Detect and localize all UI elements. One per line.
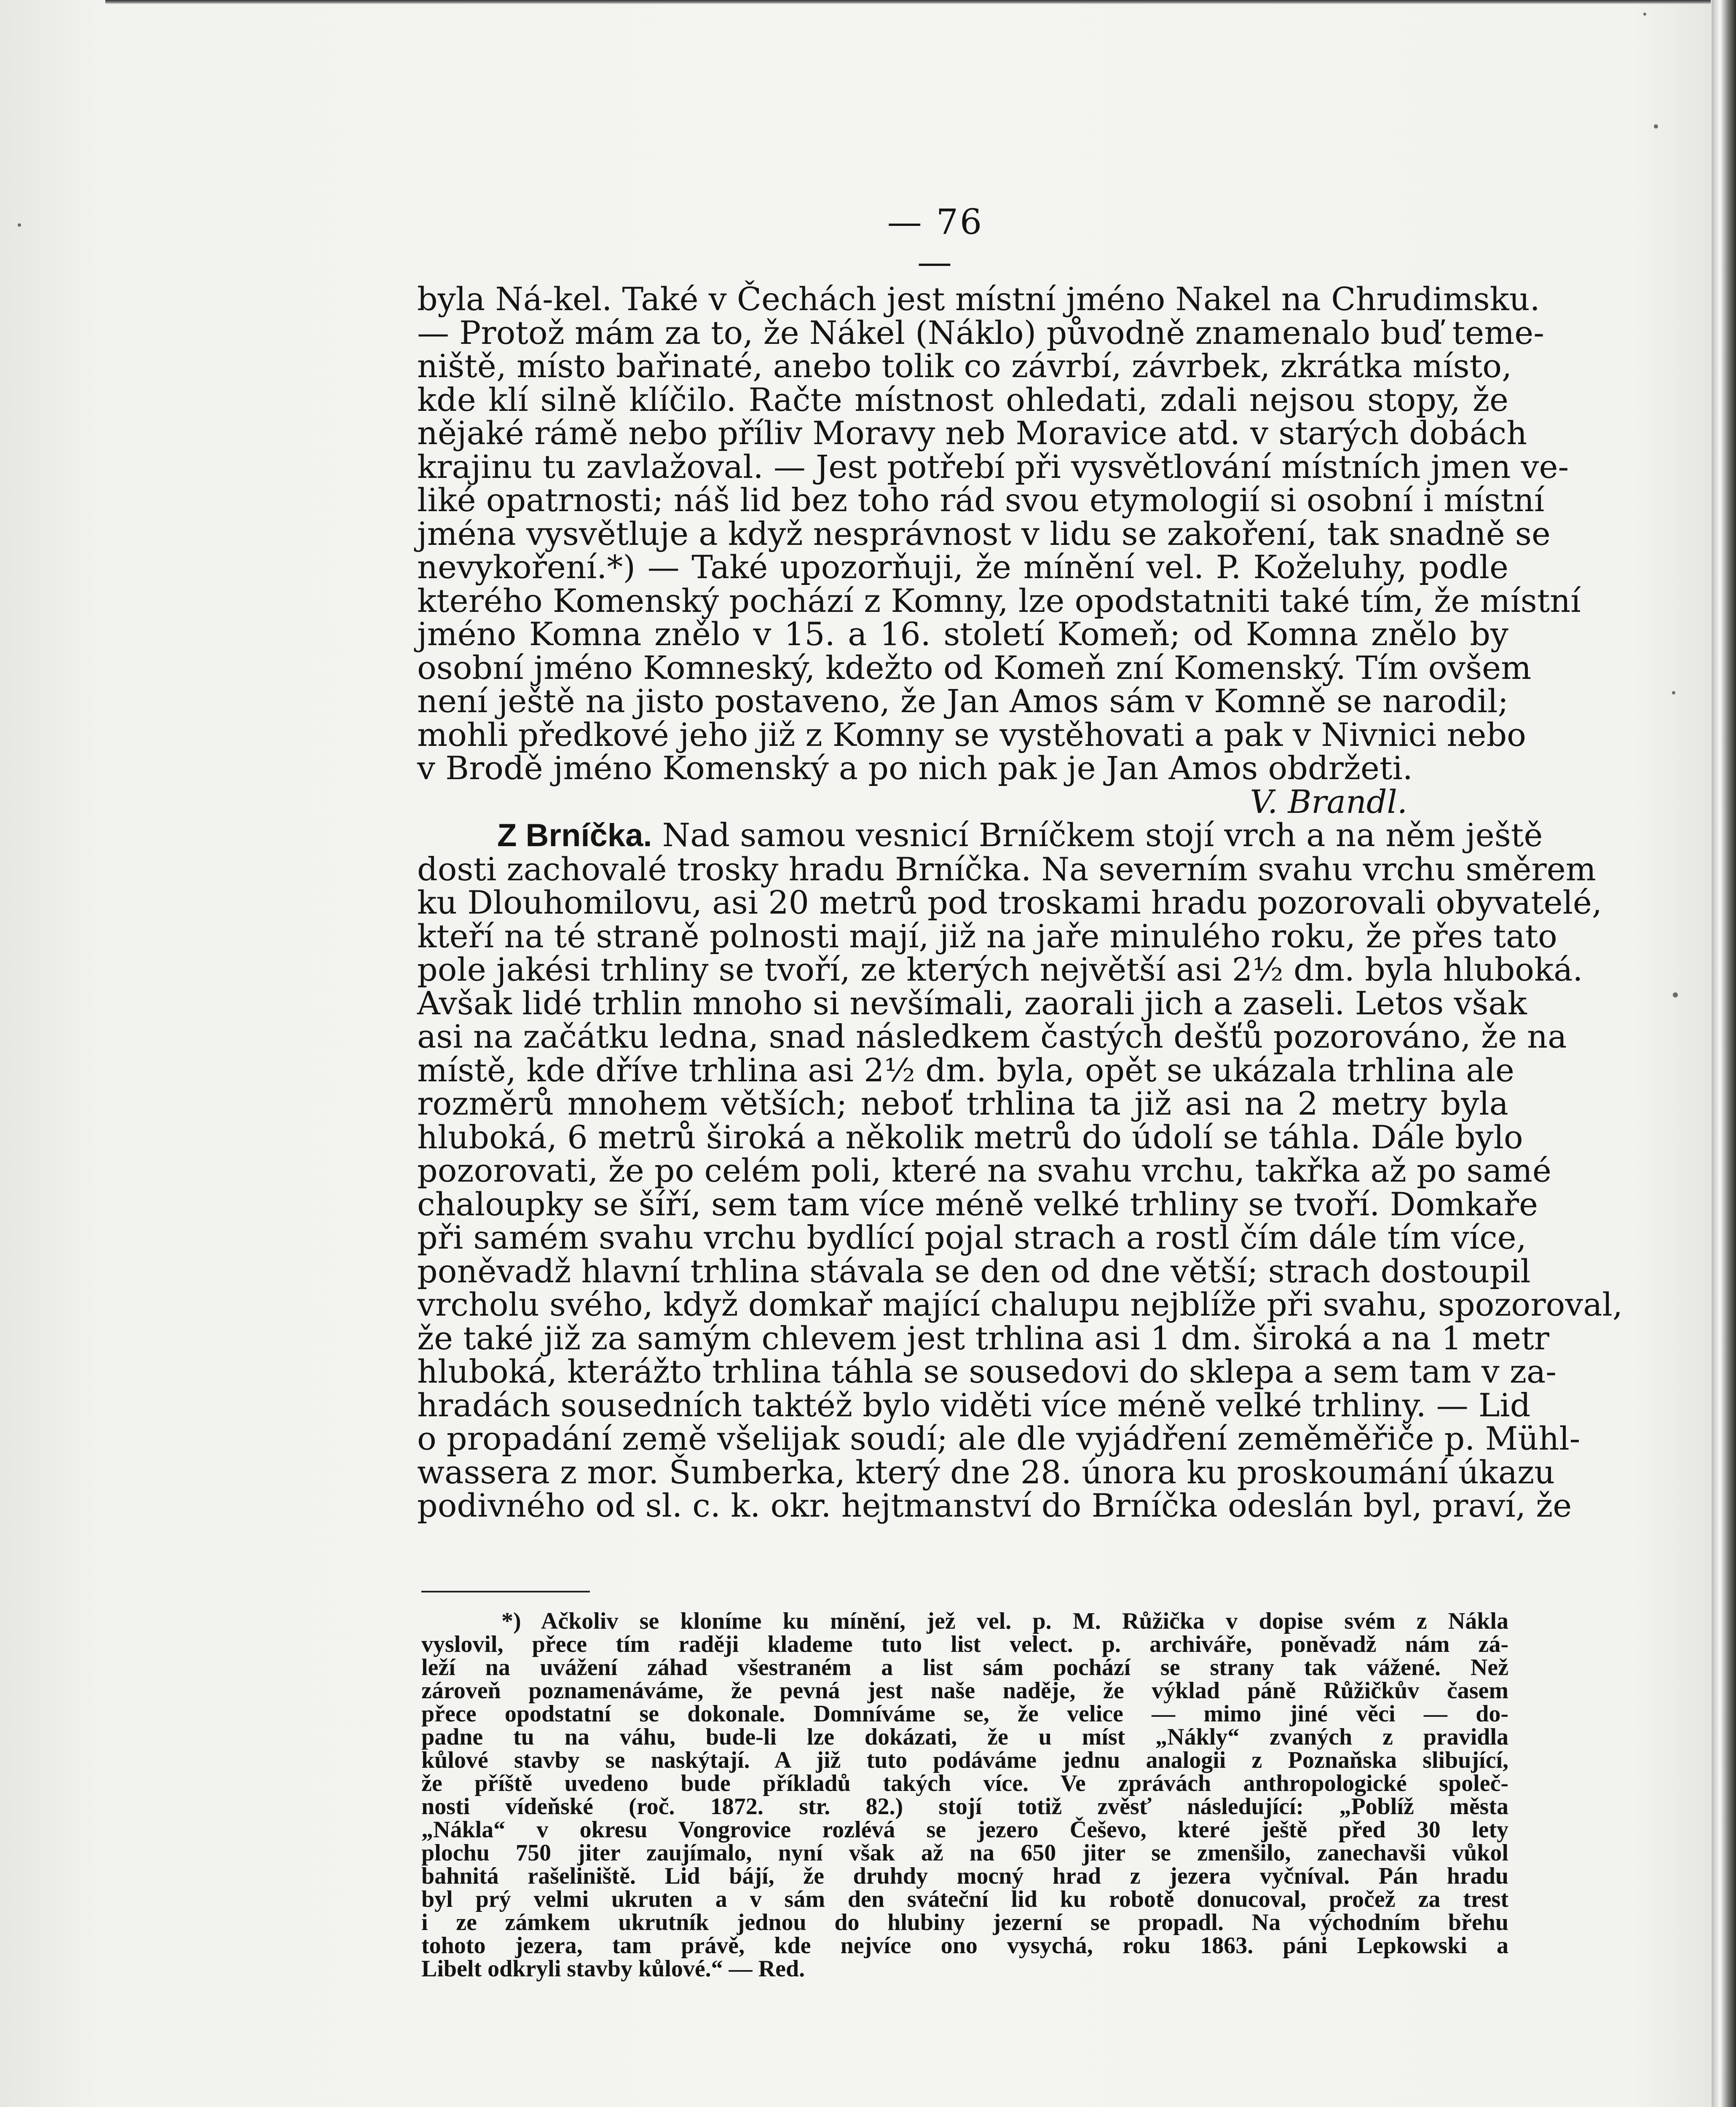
text-line: poněvadž hlavní trhlina stávala se den od dne větší; strach dostoupil	[417, 1252, 1531, 1290]
footnote-line: nosti vídeňské (roč. 1872. str. 82.) stojí totiž zvěsť následující: „Poblíž města	[421, 1793, 1508, 1820]
text-line: nějaké rámě nebo příliv Moravy neb Moravice atd. v starých dobách	[417, 414, 1527, 452]
scan-speck	[1654, 124, 1658, 129]
scan-speck	[1643, 13, 1646, 16]
footnote-line: kůlové stavby se naskýtají. A již tuto podáváme jednu analogii z Poznaňska slibující,	[421, 1747, 1508, 1773]
text-line: jméno Komna znělo v 15. a 16. století Komeň; od Komna znělo by	[417, 615, 1508, 653]
text-line: liké opatrnosti; náš lid bez toho rád svou etymologií si osobní i místní	[417, 481, 1545, 519]
footnote-line: Libelt odkryli stavby kůlové.“ — Red.	[421, 1956, 805, 1982]
text-line: podivného od sl. c. k. okr. hejtmanství do Brníčka odeslán byl, praví, že	[417, 1487, 1572, 1524]
footnote-line: *) Ačkoliv se kloníme ku mínění, jež vel. p. M. Růžička v dopise svém z Nákla	[501, 1608, 1508, 1634]
author-signature: V. Brandl.	[1250, 783, 1407, 820]
footnote-line: zároveň poznamenáváme, že pevná jest naše naděje, že výklad páně Růžičkův časem	[421, 1678, 1508, 1704]
text-line: asi na začátku ledna, snad následkem častých dešťů pozorováno, že na	[417, 1018, 1567, 1055]
scan-top-edge	[105, 0, 1711, 4]
footnote	[421, 1610, 1508, 1981]
text-line: byla Ná-kel. Také v Čechách jest místní jméno Nakel na Chrudimsku.	[417, 280, 1540, 318]
footnote-line: plochu 750 jiter zaujímalo, nyní však až na 650 jiter se zmenšilo, zanechavši vůkol	[421, 1840, 1508, 1866]
text-line: není ještě na jisto postaveno, že Jan Amos sám v Komně se narodil;	[417, 682, 1508, 720]
text-line: wassera z mor. Šumberka, který dne 28. února ku proskoumání úkazu	[417, 1453, 1555, 1491]
text-line: dosti zachovalé trosky hradu Brníčka. Na severním svahu vrchu směrem	[417, 850, 1596, 888]
scan-speck	[1672, 691, 1675, 694]
footnote-line: leží na uvážení záhad všestraném a list sám pochází se strany tak vážené. Než	[421, 1654, 1508, 1681]
page-number: — 76 —	[887, 202, 984, 282]
footnote-line: „Nákla“ v okresu Vongrovice rozlévá se jezero Češevo, které ještě před 30 lety	[421, 1817, 1508, 1843]
text-line: kterého Komenský pochází z Komny, lze opodstatniti také tím, že místní	[417, 582, 1581, 619]
section-heading: Z Brníčka.	[497, 818, 652, 853]
footnote-line: tohoto jezera, tam právě, kde nejvíce ono vysychá, roku 1863. páni Lepkowski a	[421, 1933, 1508, 1959]
scan-speck	[1673, 992, 1678, 997]
text-line: osobní jméno Komneský, kdežto od Komeň zní Komenský. Tím ovšem	[417, 649, 1532, 686]
text-line: pozorovati, že po celém poli, které na svahu vrchu, takřka až po samé	[417, 1152, 1551, 1189]
footnote-divider	[421, 1591, 590, 1592]
footnote-line: i ze zámkem ukrutník jednou do hlubiny jezerní se propadl. Na východním břehu	[421, 1909, 1508, 1935]
text-line: niště, místo bařinaté, anebo tolik co závrbí, závrbek, zkrátka místo,	[417, 347, 1512, 385]
text-line: Avšak lidé trhlin mnoho si nevšímali, zaorali jich a zaseli. Letos však	[417, 984, 1527, 1022]
text-line: nevykoření.*) — Také upozorňuji, že mínění vel. P. Koželuhy, podle	[417, 548, 1508, 586]
text-line: — Protož mám za to, že Nákel (Náklo) původně znamenalo buď teme-	[417, 314, 1544, 351]
section-first-line	[417, 816, 1543, 854]
text-line: mohli předkové jeho již z Komny se vystěhovati a pak v Nivnici nebo	[417, 716, 1526, 753]
main-text	[417, 280, 1623, 1524]
text-line: vrcholu svého, když domkař mající chalupu nejblíže při svahu, spozoroval,	[417, 1286, 1623, 1323]
text-line: místě, kde dříve trhlina asi 2½ dm. byla, opět se ukázala trhlina ale	[417, 1051, 1514, 1089]
footnote-line: vyslovil, přece tím raději klademe tuto list velect. p. archiváře, poněvadž nám zá-	[421, 1631, 1508, 1657]
text-line: hluboká, 6 metrů široká a několik metrů do údolí se táhla. Dále bylo	[417, 1118, 1523, 1156]
text-line: v Brodě jméno Komenský a po nich pak je Jan Amos obdržeti.	[417, 749, 1413, 787]
text-line: že také již za samým chlevem jest trhlina asi 1 dm. široká a na 1 metr	[417, 1319, 1549, 1357]
scan-right-edge	[1712, 0, 1736, 2107]
text-line: krajinu tu zavlažoval. — Jest potřebí při vysvětlování místních jmen ve-	[417, 448, 1569, 485]
text-line: pole jakési trhliny se tvoří, ze kterých největší asi 2½ dm. byla hluboká.	[417, 951, 1583, 988]
text-line: kde klí silně klíčilo. Račte místnost ohledati, zdali nejsou stopy, že	[417, 381, 1508, 418]
text-line: při samém svahu vrchu bydlící pojal strach a rostl čím dále tím více,	[417, 1219, 1527, 1256]
footnote-line: že příště uvedeno bude příkladů takých více. Ve zprávách anthropologické společ-	[421, 1770, 1508, 1796]
footnote-line: přece opodstatní se dokonale. Domníváme se, že velice — mimo jiné věci — do-	[421, 1701, 1508, 1727]
footnote-line: byl prý velmi ukruten a v sám den sváteční lid ku robotě donucoval, pročež za trest	[421, 1886, 1508, 1912]
text-line: jména vysvětluje a když nesprávnost v lidu se zakoření, tak snadně se	[417, 515, 1551, 552]
text-line: ku Dlouhomilovu, asi 20 metrů pod troskami hradu pozorovali obyvatelé,	[417, 884, 1602, 921]
footnote-line: padne tu na váhu, bude-li lze dokázati, že u míst „Nákly“ zvaných z pravidla	[421, 1724, 1508, 1750]
footnote-line: bahnitá rašeliniště. Lid bájí, že druhdy mocný hrad z jezera vyčníval. Pán hradu	[421, 1863, 1508, 1889]
text-line: o propadání země všelijak soudí; ale dle vyjádření zeměměřiče p. Mühl-	[417, 1420, 1581, 1457]
text-line: hluboká, kterážto trhlina táhla se sousedovi do sklepa a sem tam v za-	[417, 1353, 1557, 1390]
text-line: hradách sousedních taktéž bylo viděti více méně velké trhliny. — Lid	[417, 1386, 1531, 1424]
section-first-line-text: Nad samou vesnicí Brníčkem stojí vrch a na něm ještě	[662, 816, 1543, 854]
scan-speck	[18, 223, 21, 227]
text-line: chaloupky se šíří, sem tam více méně velké trhliny se tvoří. Domkaře	[417, 1185, 1538, 1223]
text-line: kteří na té straně polnosti mají, již na jaře minulého roku, že přes tato	[417, 917, 1557, 955]
text-line: rozměrů mnohem větších; neboť trhlina ta již asi na 2 metry byla	[417, 1085, 1508, 1122]
